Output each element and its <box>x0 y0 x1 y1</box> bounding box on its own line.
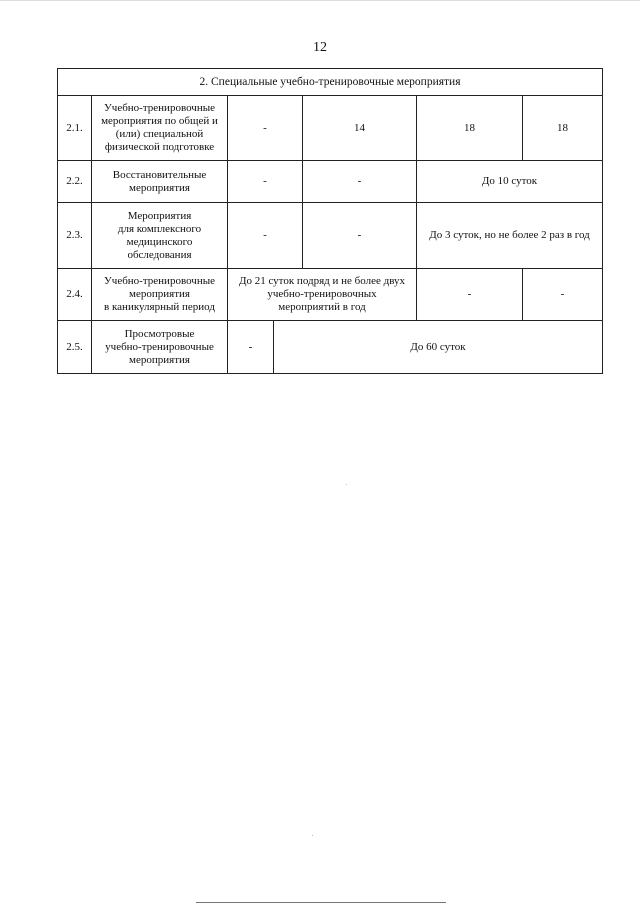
cell-col-3-4: До 3 суток, но не более 2 раз в год <box>417 203 603 269</box>
table-row <box>58 161 603 203</box>
event-name-line: мероприятия <box>129 288 190 300</box>
event-name-line: Учебно-тренировочные <box>104 275 215 287</box>
event-name-line: в каникулярный период <box>104 301 215 313</box>
cell-col-3: 18 <box>417 96 523 161</box>
event-name-line: Мероприятия <box>127 209 192 222</box>
table-row <box>58 203 603 269</box>
scan-edge-bottom <box>196 902 446 903</box>
cell-col-1: - <box>228 203 303 269</box>
cell-col-2-4: До 60 суток <box>274 321 603 374</box>
cell-text-line: До 21 суток подряд и не более двух <box>238 275 406 287</box>
scan-speck <box>346 484 347 485</box>
event-name-line: Восстановительные <box>112 168 207 181</box>
cell-col-4: 18 <box>523 96 603 161</box>
event-name <box>92 203 228 269</box>
cell-col-2: - <box>303 203 417 269</box>
cell-col-1: - <box>228 96 303 161</box>
event-name-line: Учебно-тренировочные <box>104 102 215 114</box>
cell-col-1: - <box>228 321 274 374</box>
event-name-line: мероприятия по общей и <box>101 115 218 127</box>
table-row <box>58 96 603 161</box>
table-row-section-header <box>58 69 603 96</box>
cell-col-1: - <box>228 161 303 203</box>
cell-col-2: 14 <box>303 96 417 161</box>
training-events-table <box>57 68 603 374</box>
row-number: 2.3. <box>58 203 92 269</box>
cell-text-line: учебно-тренировочных <box>267 288 377 300</box>
row-number: 2.5. <box>58 321 92 374</box>
event-name <box>92 321 228 374</box>
row-number: 2.4. <box>58 269 92 321</box>
table-row <box>58 321 603 374</box>
cell-col-2: - <box>303 161 417 203</box>
scan-edge-top <box>0 0 640 1</box>
event-name-line: обследования <box>127 248 192 261</box>
cell-text-line: мероприятий в год <box>278 301 366 313</box>
event-name <box>92 161 228 203</box>
event-name-line: Просмотровые <box>124 327 195 340</box>
row-number: 2.2. <box>58 161 92 203</box>
table-row <box>58 269 603 321</box>
event-name <box>92 269 228 321</box>
event-name-line: мероприятия <box>129 353 190 366</box>
scan-speck <box>312 835 313 836</box>
event-name <box>92 96 228 161</box>
event-name-line: для комплексного <box>117 222 202 235</box>
cell-col-1-2 <box>228 269 417 321</box>
event-name-line: учебно-тренировочные <box>105 340 214 353</box>
cell-col-3: - <box>417 269 523 321</box>
event-name-line: (или) специальной <box>115 128 204 140</box>
page-number: 12 <box>313 40 327 55</box>
section-title: 2. Специальные учебно-тренировочные мероприятия <box>58 69 603 96</box>
cell-col-4: - <box>523 269 603 321</box>
event-name-line: мероприятия <box>129 181 190 194</box>
row-number: 2.1. <box>58 96 92 161</box>
event-name-line: медицинского <box>126 235 193 248</box>
event-name-line: физической подготовке <box>104 141 215 153</box>
cell-col-3-4: До 10 суток <box>417 161 603 203</box>
